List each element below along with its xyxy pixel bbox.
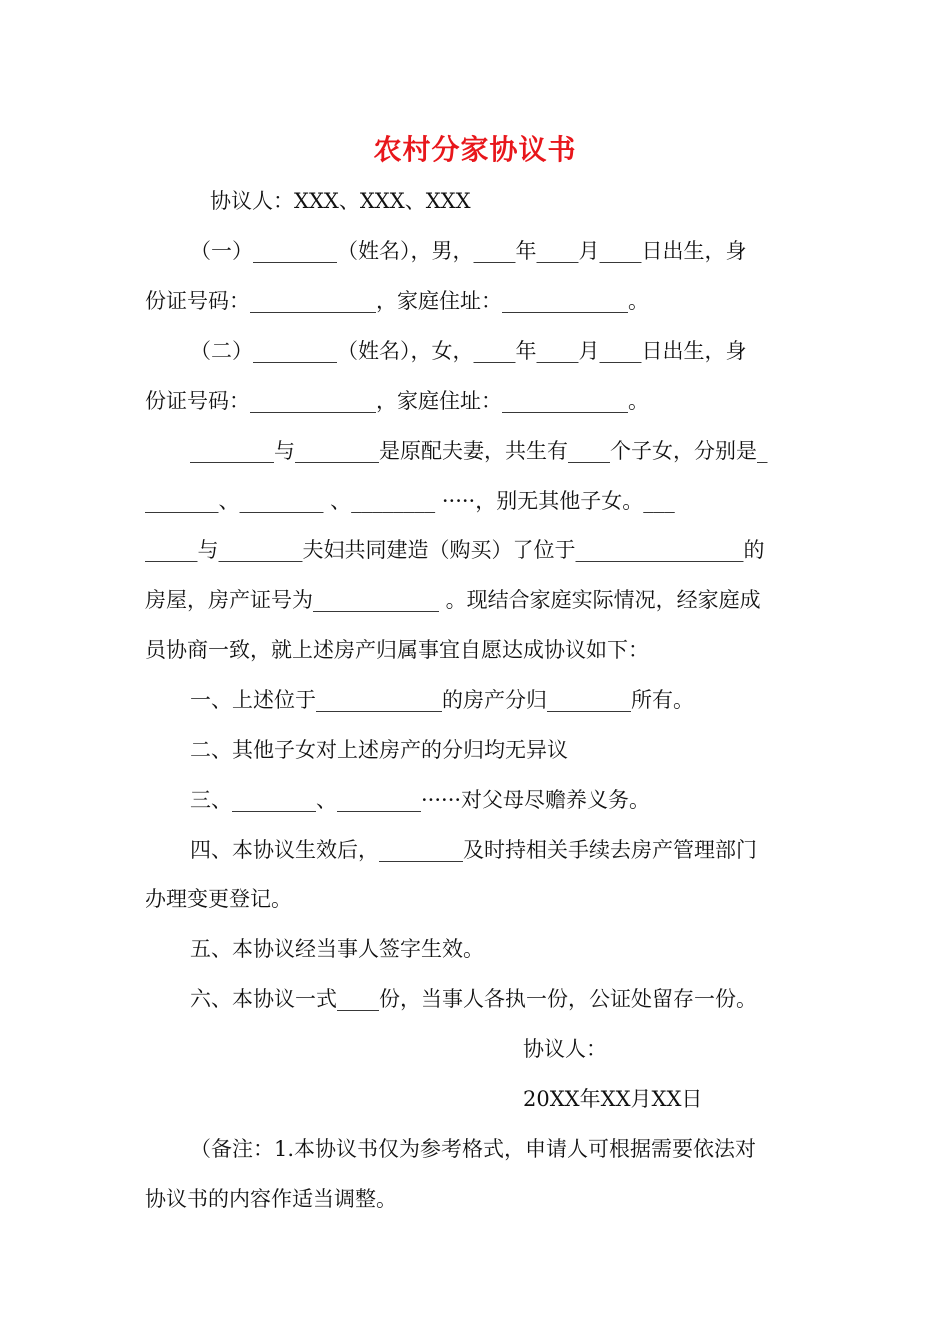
clause-five: 五、本协议经当事人签字生效。 <box>190 937 484 961</box>
clause-four-line-2: 办理变更登记。 <box>145 887 292 911</box>
clause-six: 六、本协议一式____份，当事人各执一份，公证处留存一份。 <box>190 987 757 1011</box>
parties-line: 协议人：XXX、XXX、XXX <box>210 189 471 213</box>
signature-label: 协议人： <box>523 1037 607 1061</box>
party-one-line-2: 份证号码：____________，家庭住址：____________。 <box>145 289 649 313</box>
preamble-line-1: ________与________是原配夫妻，共生有____个子女，分别是_ <box>190 439 768 463</box>
date-line: 20XX年XX月XX日 <box>523 1087 703 1111</box>
clause-four-line-1: 四、本协议生效后，________及时持相关手续去房产管理部门 <box>190 838 757 862</box>
preamble-line-4: 房屋，房产证号为____________ 。现结合家庭实际情况，经家庭成 <box>145 588 761 612</box>
clause-three: 三、________、________······对父母尽赡养义务。 <box>190 788 651 812</box>
party-one-line-1: （一）________（姓名），男，____年____月____日出生，身 <box>190 239 747 263</box>
clause-two: 二、其他子女对上述房产的分归均无异议 <box>190 738 568 762</box>
party-two-line-1: （二）________（姓名），女，____年____月____日出生，身 <box>190 339 747 363</box>
preamble-line-3: _____与________夫妇共同建造（购买）了位于________________的 <box>145 538 765 562</box>
party-two-line-2: 份证号码：____________，家庭住址：____________。 <box>145 389 649 413</box>
clause-one: 一、上述位于____________的房产分归________所有。 <box>190 688 694 712</box>
preamble-line-5: 员协商一致，就上述房产归属事宜自愿达成协议如下： <box>145 638 649 662</box>
document-title: 农村分家协议书 <box>373 133 577 166</box>
note-line-2: 协议书的内容作适当调整。 <box>145 1187 397 1211</box>
preamble-line-2: _______、________ 、________ ·····，别无其他子女。___ <box>145 489 675 513</box>
note-line-1: （备注：1.本协议书仅为参考格式，申请人可根据需要依法对 <box>190 1137 757 1161</box>
